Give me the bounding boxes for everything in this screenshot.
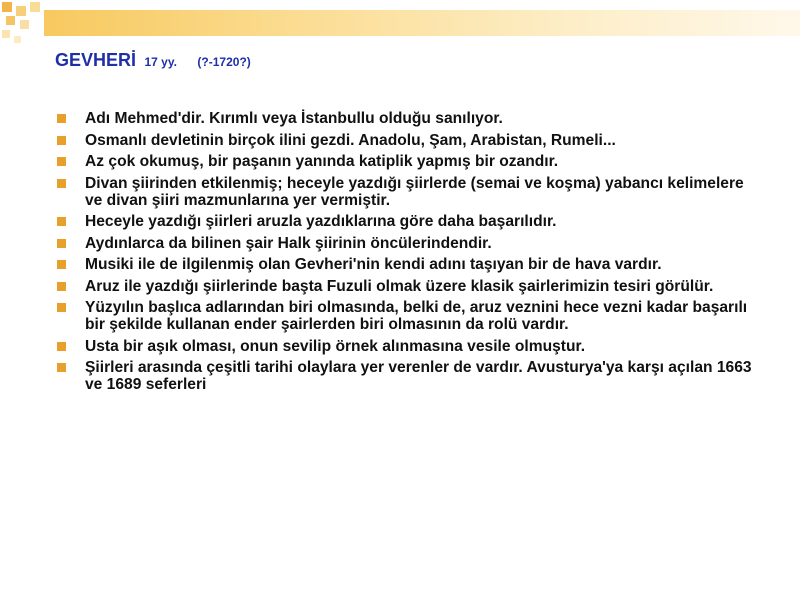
deco-square	[14, 36, 21, 43]
square-bullet-icon	[57, 303, 66, 312]
slide-title	[55, 50, 251, 71]
bullet-text: Aydınlarca da bilinen şair Halk şiirinin öncülerindendir.	[85, 234, 492, 252]
deco-square	[2, 30, 10, 38]
title-name: GEVHERİ	[55, 50, 137, 70]
square-bullet-icon	[57, 239, 66, 248]
bullet-text: Yüzyılın başlıca adlarından biri olmasında, belki de, aruz veznini hece vezni kadar başarılı bir şekilde kullanan ender şairlerden biri olmasının da rolü vardır.	[85, 299, 748, 333]
square-bullet-icon	[57, 114, 66, 123]
bullet-item	[55, 132, 755, 149]
bullet-item	[55, 299, 755, 333]
bullet-item	[55, 235, 755, 252]
square-bullet-icon	[57, 179, 66, 188]
deco-square	[6, 16, 15, 25]
title-dates: (?-1720?)	[197, 55, 251, 69]
bullet-list	[55, 110, 755, 398]
square-bullet-icon	[57, 136, 66, 145]
bullet-text: Az çok okumuş, bir paşanın yanında katiplik yapmış bir ozandır.	[85, 153, 559, 170]
bullet-text: Şiirleri arasında çeşitli tarihi olaylara yer verenler de vardır. Avusturya'ya karşı açılan 1663 ve 1689 seferleri	[85, 359, 752, 393]
bullet-item	[55, 359, 755, 393]
deco-square	[30, 2, 40, 12]
square-bullet-icon	[57, 363, 66, 372]
bullet-text: Osmanlı devletinin birçok ilini gezdi. Anadolu, Şam, Arabistan, Rumeli...	[85, 131, 616, 149]
square-bullet-icon	[57, 217, 66, 226]
bullet-item	[55, 110, 755, 127]
bullet-text: Usta bir aşık olması, onun sevilip örnek alınmasına vesile olmuştur.	[85, 337, 586, 355]
bullet-text: Adı Mehmed'dir. Kırımlı veya İstanbullu olduğu sanılıyor.	[85, 110, 503, 127]
header-gradient-band	[44, 10, 800, 36]
bullet-item	[55, 213, 755, 230]
deco-square	[2, 2, 12, 12]
bullet-item	[55, 153, 755, 170]
bullet-text: Aruz ile yazdığı şiirlerinde başta Fuzuli olmak üzere klasik şairlerimizin tesiri görülür.	[85, 277, 714, 295]
bullet-item	[55, 256, 755, 273]
bullet-item	[55, 175, 755, 209]
deco-square	[16, 6, 26, 16]
square-bullet-icon	[57, 260, 66, 269]
deco-square	[20, 20, 29, 29]
bullet-text: Heceyle yazdığı şiirleri aruzla yazdıklarına göre daha başarılıdır.	[85, 213, 557, 230]
square-bullet-icon	[57, 157, 66, 166]
title-century: 17 yy.	[144, 55, 177, 69]
square-bullet-icon	[57, 342, 66, 351]
bullet-text: Divan şiirinden etkilenmiş; heceyle yazdığı şiirlerde (semai ve koşma) yabancı kelimelere ve divan şiiri mazmunlarına yer vermiştir.	[85, 174, 744, 209]
bullet-text: Musiki ile de ilgilenmiş olan Gevheri'nin kendi adını taşıyan bir de hava vardır.	[85, 256, 662, 273]
bullet-item	[55, 278, 755, 295]
square-bullet-icon	[57, 282, 66, 291]
bullet-item	[55, 338, 755, 355]
